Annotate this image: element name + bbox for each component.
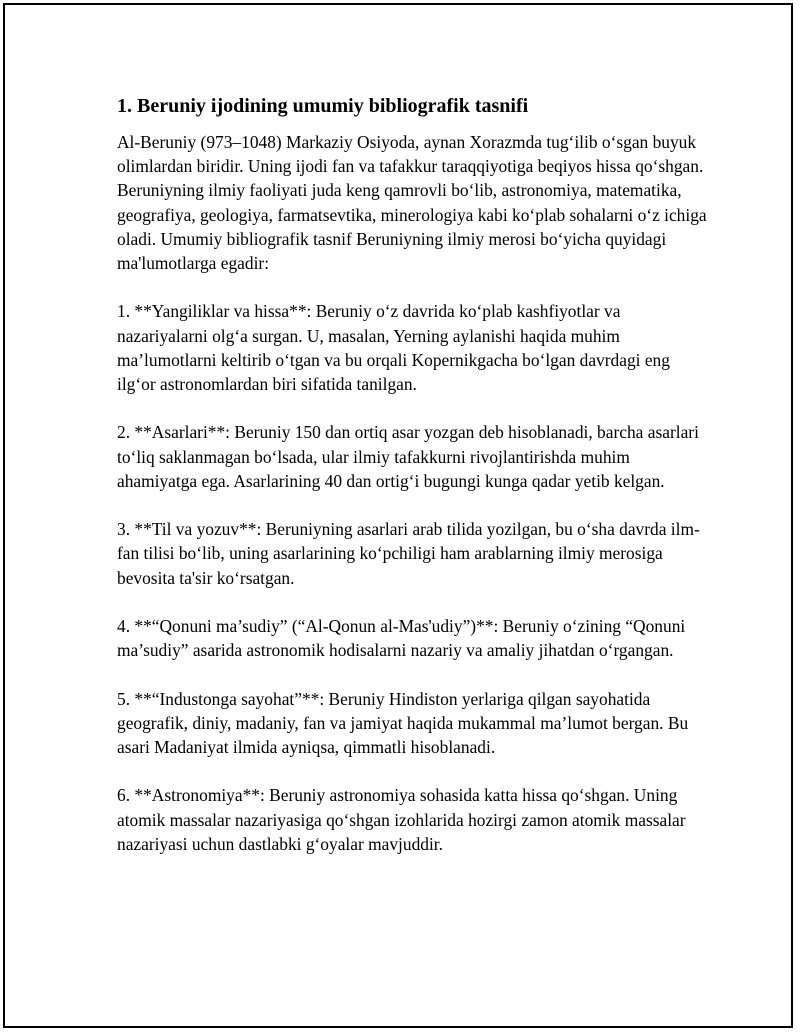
document-title: 1. Beruniy ijodining umumiy bibliografik tasnifi <box>117 95 529 117</box>
list-item-astronomiya: 6. **Astronomiya**: Beruniy astronomiya sohasida katta hissa qo‘shgan. Uning atomik massalar nazariyasiga qo‘shgan izohlarida hozirgi zamon atomik massalar nazariyasi uchun dastlabki g‘oyalar mavjuddir. <box>117 785 686 854</box>
list-item-industonga-sayohat: 5. **“Industonga sayohat”**: Beruniy Hindiston yerlariga qilgan sayohatida geografik, diniy, madaniy, fan va jamiyat haqida mukammal ma’lumot bergan. Bu asari Madaniyat ilmida ayniqsa, qimmatli hisoblanadi. <box>117 688 689 757</box>
list-item-til-va-yozuv: 3. **Til va yozuv**: Beruniyning asarlari arab tilida yozilgan, bu o‘sha davrda ilm-fan tilisi bo‘lib, uning asarlarining ko‘pchiligi ham arablarning ilmiy merosiga bevosita ta'sir ko‘rsatgan. <box>117 519 700 588</box>
list-item-yangiliklar: 1. **Yangiliklar va hissa**: Beruniy o‘z davrida ko‘plab kashfiyotlar va nazariyalarni olg‘a surgan. U, masalan, Yerning aylanishi haqida muhim ma’lumotlarni keltirib o‘tgan va bu orqali Kopernikgacha bo‘lgan davrdagi eng ilg‘or astronomlardan biri sifatida tanilgan. <box>117 301 670 395</box>
list-item-qonuni-masudiy: 4. **“Qonuni ma’sudiy” (“Al-Qonun al-Mas'udiy”)**: Beruniy o‘zining “Qonuni ma’sudiy” asarida astronomik hodisalarni nazariy va amaliy jihatdan o‘rgangan. <box>117 616 686 661</box>
list-item-asarlari: 2. **Asarlari**: Beruniy 150 dan ortiq asar yozgan deb hisoblanadi, barcha asarlari to‘liq saklanmagan bo‘lsada, ular ilmiy tafakkurni rivojlantirishda muhim ahamiyatga ega. Asarlarining 40 dan ortig‘i bugungi kunga qadar yetib kelgan. <box>117 422 699 491</box>
intro-paragraph: Al-Beruniy (973–1048) Markaziy Osiyoda, aynan Xorazmda tug‘ilib o‘sgan buyuk olimlardan biridir. Uning ijodi fan va tafakkur taraqqiyotiga beqiyos hissa qo‘shgan. Beruniyning ilmiy faoliyati juda keng qamrovli bo‘lib, astronomiya, matematika, geografiya, geologiya, farmatsevtika, minerologiya kabi ko‘plab sohalarni o‘z ichiga oladi. Umumiy bibliografik tasnif Beruniyning ilmiy merosi bo‘yicha quyidagi ma'lumotlarga egadir: <box>117 132 707 274</box>
document-body <box>117 92 707 880</box>
